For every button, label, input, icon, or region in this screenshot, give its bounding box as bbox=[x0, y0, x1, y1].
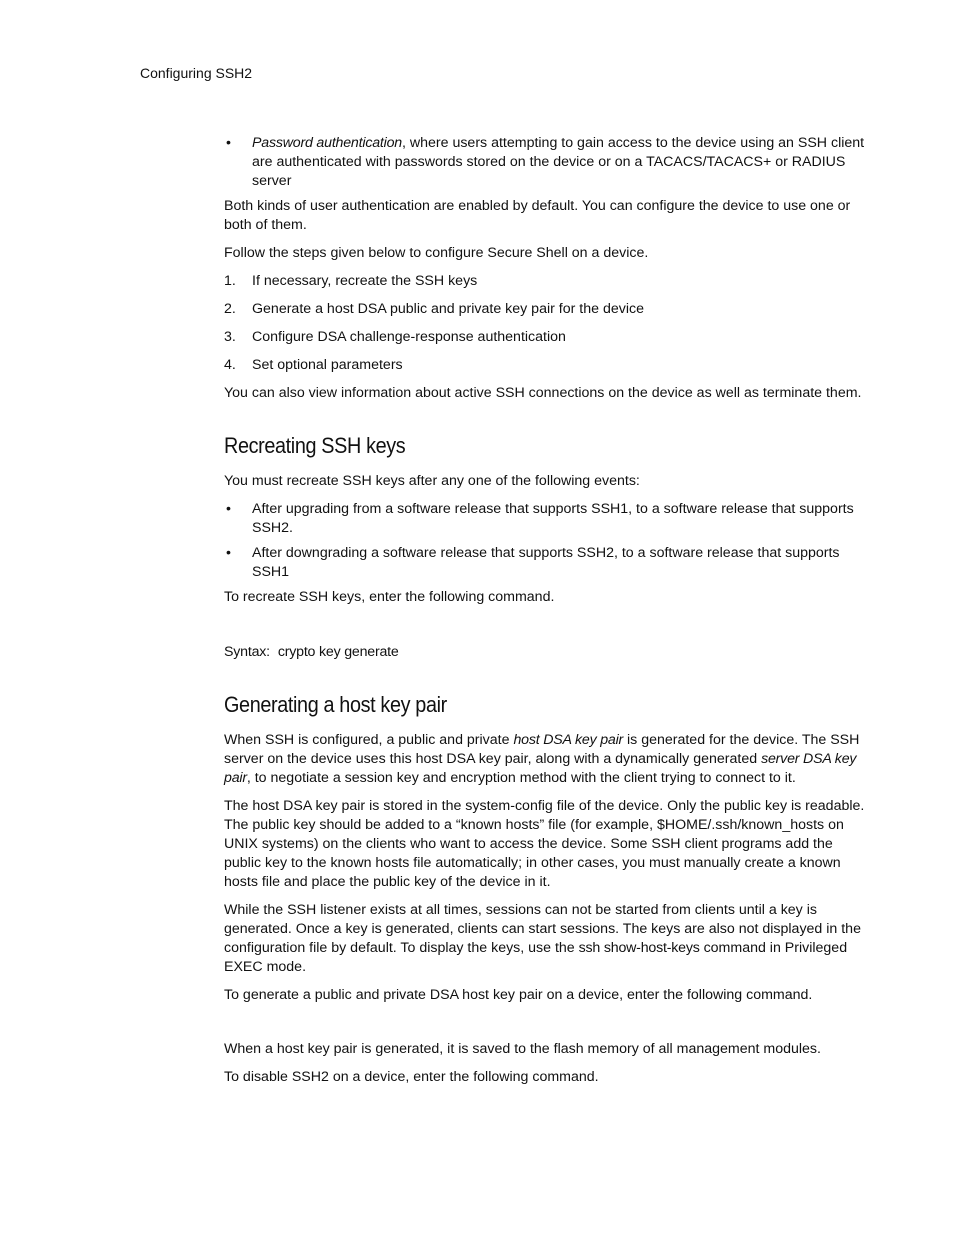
bullet-icon: • bbox=[226, 545, 231, 561]
paragraph-key-storage: The host DSA key pair is stored in the system-config file of the device. Only the public key is readable. The public key should be added to a “known hosts” file (for example, $HOME/.ssh/known_hosts on UNIX systems) on the clients who want to access the device. Some SSH client programs add the public key to the known hosts file automatically; in other cases, you must manually create a known hosts file and place the public key of the device in it. bbox=[224, 798, 865, 890]
paragraph-recreate-command: To recreate SSH keys, enter the following command. bbox=[224, 589, 555, 605]
text-run: When SSH is configured, a public and private bbox=[224, 732, 514, 748]
step-number: 2. bbox=[224, 301, 236, 317]
step-number: 3. bbox=[224, 329, 236, 345]
list-item bbox=[224, 328, 870, 347]
events-bullet-list bbox=[224, 500, 870, 582]
syntax-label: Syntax: bbox=[224, 644, 270, 660]
step-number: 4. bbox=[224, 357, 236, 373]
term-server-dsa-key-pair: server DSA key pair bbox=[224, 751, 857, 786]
bullet-text: After downgrading a software release that supports SSH2, to a software release that supports SSH1 bbox=[252, 545, 840, 580]
syntax-command: crypto key generate bbox=[277, 644, 399, 660]
syntax-line bbox=[224, 643, 870, 662]
step-text: If necessary, recreate the SSH keys bbox=[252, 273, 478, 289]
paragraph-must-recreate: You must recreate SSH keys after any one of the following events: bbox=[224, 473, 640, 489]
paragraph-disable-ssh2: To disable SSH2 on a device, enter the following command. bbox=[224, 1069, 599, 1085]
list-item bbox=[224, 500, 870, 538]
paragraph-ssh-listener bbox=[224, 901, 870, 977]
paragraph-follow-steps: Follow the steps given below to configure Secure Shell on a device. bbox=[224, 245, 649, 261]
running-header: Configuring SSH2 bbox=[140, 65, 253, 81]
step-text: Generate a host DSA public and private key pair for the device bbox=[252, 301, 644, 317]
heading-generating-host-key-pair: Generating a host key pair bbox=[224, 692, 447, 717]
heading-recreating-ssh-keys: Recreating SSH keys bbox=[224, 433, 406, 458]
paragraph-ssh-configured bbox=[224, 731, 870, 788]
text-run: While the SSH listener exists at all times, sessions can not be started from clients until a key is generated. Once a key is generated, clients can start sessions. The keys are also not displayed in the configuration file by default. To display the keys, use the bbox=[224, 902, 861, 956]
paragraph-view-info: You can also view information about active SSH connections on the device as well as terminate them. bbox=[224, 385, 862, 401]
text-run: command in Privileged EXEC mode. bbox=[224, 940, 848, 975]
paragraph-flash-memory: When a host key pair is generated, it is saved to the flash memory of all management modules. bbox=[224, 1041, 821, 1057]
term-host-dsa-key-pair: host DSA key pair bbox=[513, 732, 624, 748]
text-run: is generated for the device. The SSH server on the device uses this host DSA key pair, along with a dynamically generated bbox=[224, 732, 860, 767]
list-item bbox=[224, 134, 870, 191]
spacer bbox=[224, 1014, 870, 1040]
list-item bbox=[224, 544, 870, 582]
term-password-authentication: Password authentication bbox=[252, 135, 402, 151]
bullet-icon: • bbox=[226, 501, 231, 517]
step-text: Configure DSA challenge-response authentication bbox=[252, 329, 566, 345]
list-item bbox=[224, 356, 870, 375]
step-text: Set optional parameters bbox=[252, 357, 403, 373]
step-number: 1. bbox=[224, 273, 236, 289]
auth-bullet-list bbox=[224, 134, 870, 191]
bullet-text: After upgrading from a software release that supports SSH1, to a software release that supports SSH2. bbox=[252, 501, 854, 536]
list-item bbox=[224, 300, 870, 319]
steps-list bbox=[224, 272, 870, 375]
bullet-text: , where users attempting to gain access to the device using an SSH client are authenticated with passwords stored on the device or on a TACACS/TACACS+ or RADIUS server bbox=[252, 135, 865, 189]
bullet-icon: • bbox=[226, 135, 231, 151]
keyword-ssh-show-host-keys: ssh show-host-keys bbox=[578, 940, 700, 956]
paragraph-generate-command: To generate a public and private DSA host key pair on a device, enter the following command. bbox=[224, 987, 813, 1003]
list-item bbox=[224, 272, 870, 291]
paragraph-both-kinds: Both kinds of user authentication are enabled by default. You can configure the device to use one or both of them. bbox=[224, 198, 851, 233]
text-run: , to negotiate a session key and encryption method with the client trying to connect to it. bbox=[246, 770, 796, 786]
document-body bbox=[224, 134, 870, 1096]
